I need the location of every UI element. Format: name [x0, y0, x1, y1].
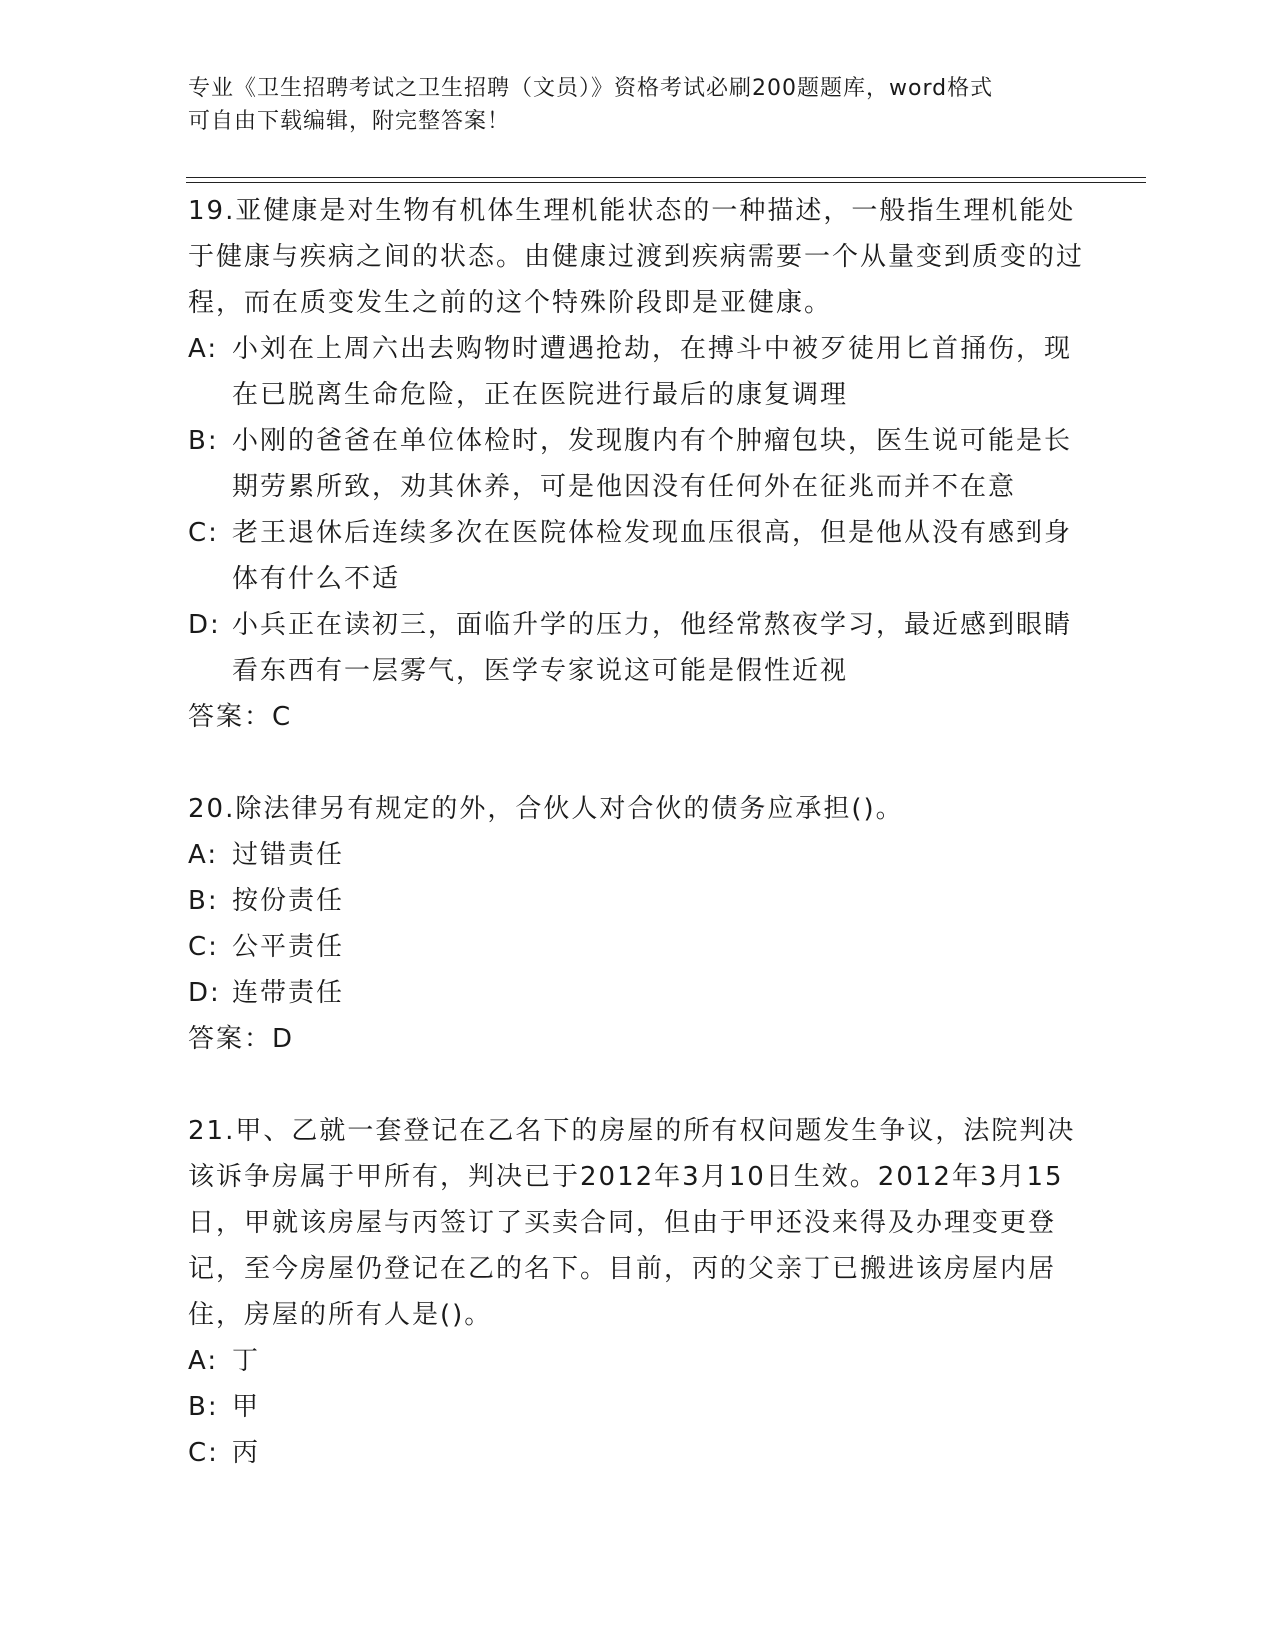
option-d — [188, 602, 1088, 694]
answer: 答案：C — [188, 702, 293, 732]
option-b — [188, 418, 1088, 510]
header-divider-top — [186, 177, 1146, 178]
question-19 — [188, 188, 1088, 740]
header-line-1: 专业《卫生招聘考试之卫生招聘（文员）》资格考试必刷200题题库，word格式 — [188, 76, 994, 101]
option-text: 甲 — [232, 1392, 261, 1422]
question-stem: 19.亚健康是对生物有机体生理机能状态的一种描述，一般指生理机能处于健康与疾病之间的状态。由健康过渡到疾病需要一个从量变到质变的过程，而在质变发生之前的这个特殊阶段即是亚健康。 — [188, 196, 1085, 318]
option-text: 公平责任 — [232, 932, 345, 962]
option-d — [188, 970, 1088, 1016]
question-list — [188, 188, 1088, 1476]
header-divider-bottom — [186, 182, 1146, 183]
option-a — [188, 1338, 1088, 1384]
question-stem: 21.甲、乙就一套登记在乙名下的房屋的所有权问题发生争议，法院判决该诉争房属于甲所有，判决已于2012年3月10日生效。2012年3月15日，甲就该房屋与丙签订了买卖合同，但由于甲还没来得及办理变更登记，至今房屋仍登记在乙的名下。目前，丙的父亲丁已搬进该房屋内居住，房屋的所有人是()。 — [188, 1116, 1076, 1330]
option-label: D: — [188, 978, 221, 1008]
header-line-2: 可自由下载编辑，附完整答案！ — [188, 109, 511, 134]
option-b — [188, 878, 1088, 924]
question-stem: 20.除法律另有规定的外，合伙人对合伙的债务应承担()。 — [188, 794, 904, 824]
option-label: A: — [188, 1346, 219, 1376]
option-c — [188, 510, 1088, 602]
option-text: 小刘在上周六出去购物时遭遇抢劫，在搏斗中被歹徒用匕首捅伤，现在已脱离生命危险，正在医院进行最后的康复调理 — [232, 334, 1073, 410]
option-label: A: — [188, 840, 219, 870]
option-text: 丁 — [232, 1346, 261, 1376]
document-header — [188, 72, 1088, 138]
option-a — [188, 326, 1088, 418]
answer: 答案：D — [188, 1024, 295, 1054]
option-text: 小兵正在读初三，面临升学的压力，他经常熬夜学习，最近感到眼睛看东西有一层雾气，医学专家说这可能是假性近视 — [232, 610, 1073, 686]
option-c — [188, 1430, 1088, 1476]
option-c — [188, 924, 1088, 970]
question-21 — [188, 1108, 1088, 1476]
option-text: 连带责任 — [232, 978, 345, 1008]
option-text: 小刚的爸爸在单位体检时，发现腹内有个肿瘤包块，医生说可能是长期劳累所致，劝其休养，可是他因没有任何外在征兆而并不在意 — [232, 426, 1073, 502]
option-text: 过错责任 — [232, 840, 345, 870]
option-label: B: — [188, 1392, 219, 1422]
option-label: C: — [188, 932, 219, 962]
option-b — [188, 1384, 1088, 1430]
option-label: B: — [188, 886, 219, 916]
option-text: 老王退休后连续多次在医院体检发现血压很高，但是他从没有感到身体有什么不适 — [232, 518, 1073, 594]
option-a — [188, 832, 1088, 878]
option-label: D: — [188, 610, 221, 640]
option-label: B: — [188, 426, 219, 456]
option-label: C: — [188, 1438, 219, 1468]
option-text: 按份责任 — [232, 886, 345, 916]
option-label: C: — [188, 518, 219, 548]
option-text: 丙 — [232, 1438, 261, 1468]
question-20 — [188, 786, 1088, 1062]
option-label: A: — [188, 334, 219, 364]
